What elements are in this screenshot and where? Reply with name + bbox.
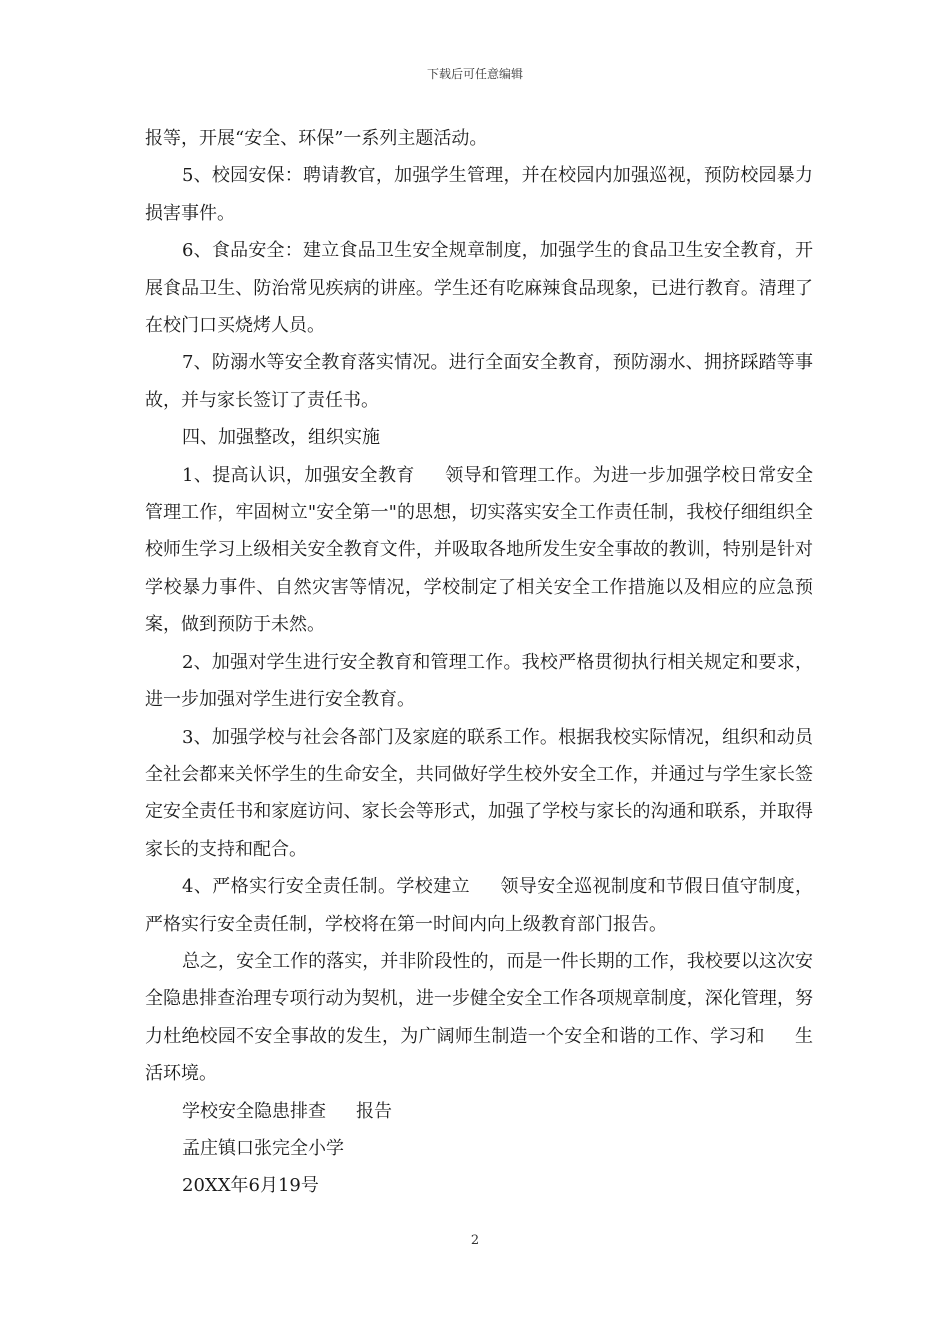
signature-date: 20XX年6月19号 [182, 1175, 319, 1197]
paragraph-campus-security: 5、校园安保：聘请教官，加强学生管理，并在校园内加强巡视，预防校园暴力损害事件。 [145, 165, 813, 224]
page-header: 下载后可任意编辑 [426, 67, 523, 81]
paragraph-conclusion [145, 943, 813, 1093]
paragraph-continuation: 报等，开展“安全、环保”一系列主题活动。 [145, 128, 488, 149]
paragraph-awareness-body: 领导和管理工作。为进一步加强学校日常安全管理工作，牢固树立"安全第一"的思想，切实落实安全工作责任制，我校仔细组织全校师生学习上级相关安全教育文件，并吸取各地所发生安全事故的教训，特别是针对学校暴力事件、自然灾害等情况，学校制定了相关安全工作措施以及相应的应急预案，做到预防于未然。 [145, 464, 814, 636]
paragraph-awareness-lead: 1、提高认识，加强安全教育 [182, 464, 415, 486]
paragraph-conclusion-main: 总之，安全工作的落实，并非阶段性的，而是一件长期的工作，我校要以这次安全隐患排查治理专项行动为契机，进一步健全安全工作各项规章制度，深化管理，努力杜绝校园不安全事故的发生，为广阔师生制造一个安全和谐的工作、学习和 [145, 950, 813, 1047]
paragraph-responsibility-lead: 4、严格实行安全责任制。学校建立 [182, 876, 471, 898]
paragraph-responsibility [145, 868, 813, 943]
document-body [145, 120, 813, 1205]
signature-school: 孟庄镇口张完全小学 [182, 1137, 344, 1159]
paragraph-family-liaison: 3、加强学校与社会各部门及家庭的联系工作。根据我校实际情况，组织和动员全社会都来关怀学生的生命安全，共同做好学生校外安全工作，并通过与学生家长签定安全责任书和家庭访问、家长会等形式，加强了学校与家长的沟通和联系，并取得家长的支持和配合。 [145, 726, 813, 860]
paragraph-student-education: 2、加强对学生进行安全教育和管理工作。我校严格贯彻执行相关规定和要求，进一步加强对学生进行安全教育。 [145, 651, 813, 711]
paragraph-responsibility-body: 领导安全巡视制度和节假日值守制度，严格实行安全责任制，学校将在第一时间内向上级教育部门报告。 [145, 876, 814, 935]
paragraph-conclusion-tail: 生活环境。 [145, 1025, 814, 1085]
signature-title-suffix: 报告 [356, 1100, 392, 1122]
paragraph-food-safety: 6、食品安全：建立食品卫生安全规章制度，加强学生的食品卫生安全教育，开展食品卫生、防治常见疾病的讲座。学生还有吃麻辣食品现象，已进行教育。清理了在校门口买烧烤人员。 [145, 240, 813, 337]
signature-title [145, 1093, 813, 1130]
signature-title-main: 学校安全隐患排查 [182, 1100, 326, 1122]
paragraph-awareness [145, 457, 813, 644]
paragraph-drowning-prevention: 7、防溺水等安全教育落实情况。进行全面安全教育，预防溺水、拥挤踩踏等事故，并与家长签订了责任书。 [145, 352, 813, 411]
page-number: 2 [470, 1233, 480, 1248]
section-heading-rectification: 四、加强整改，组织实施 [182, 427, 380, 449]
